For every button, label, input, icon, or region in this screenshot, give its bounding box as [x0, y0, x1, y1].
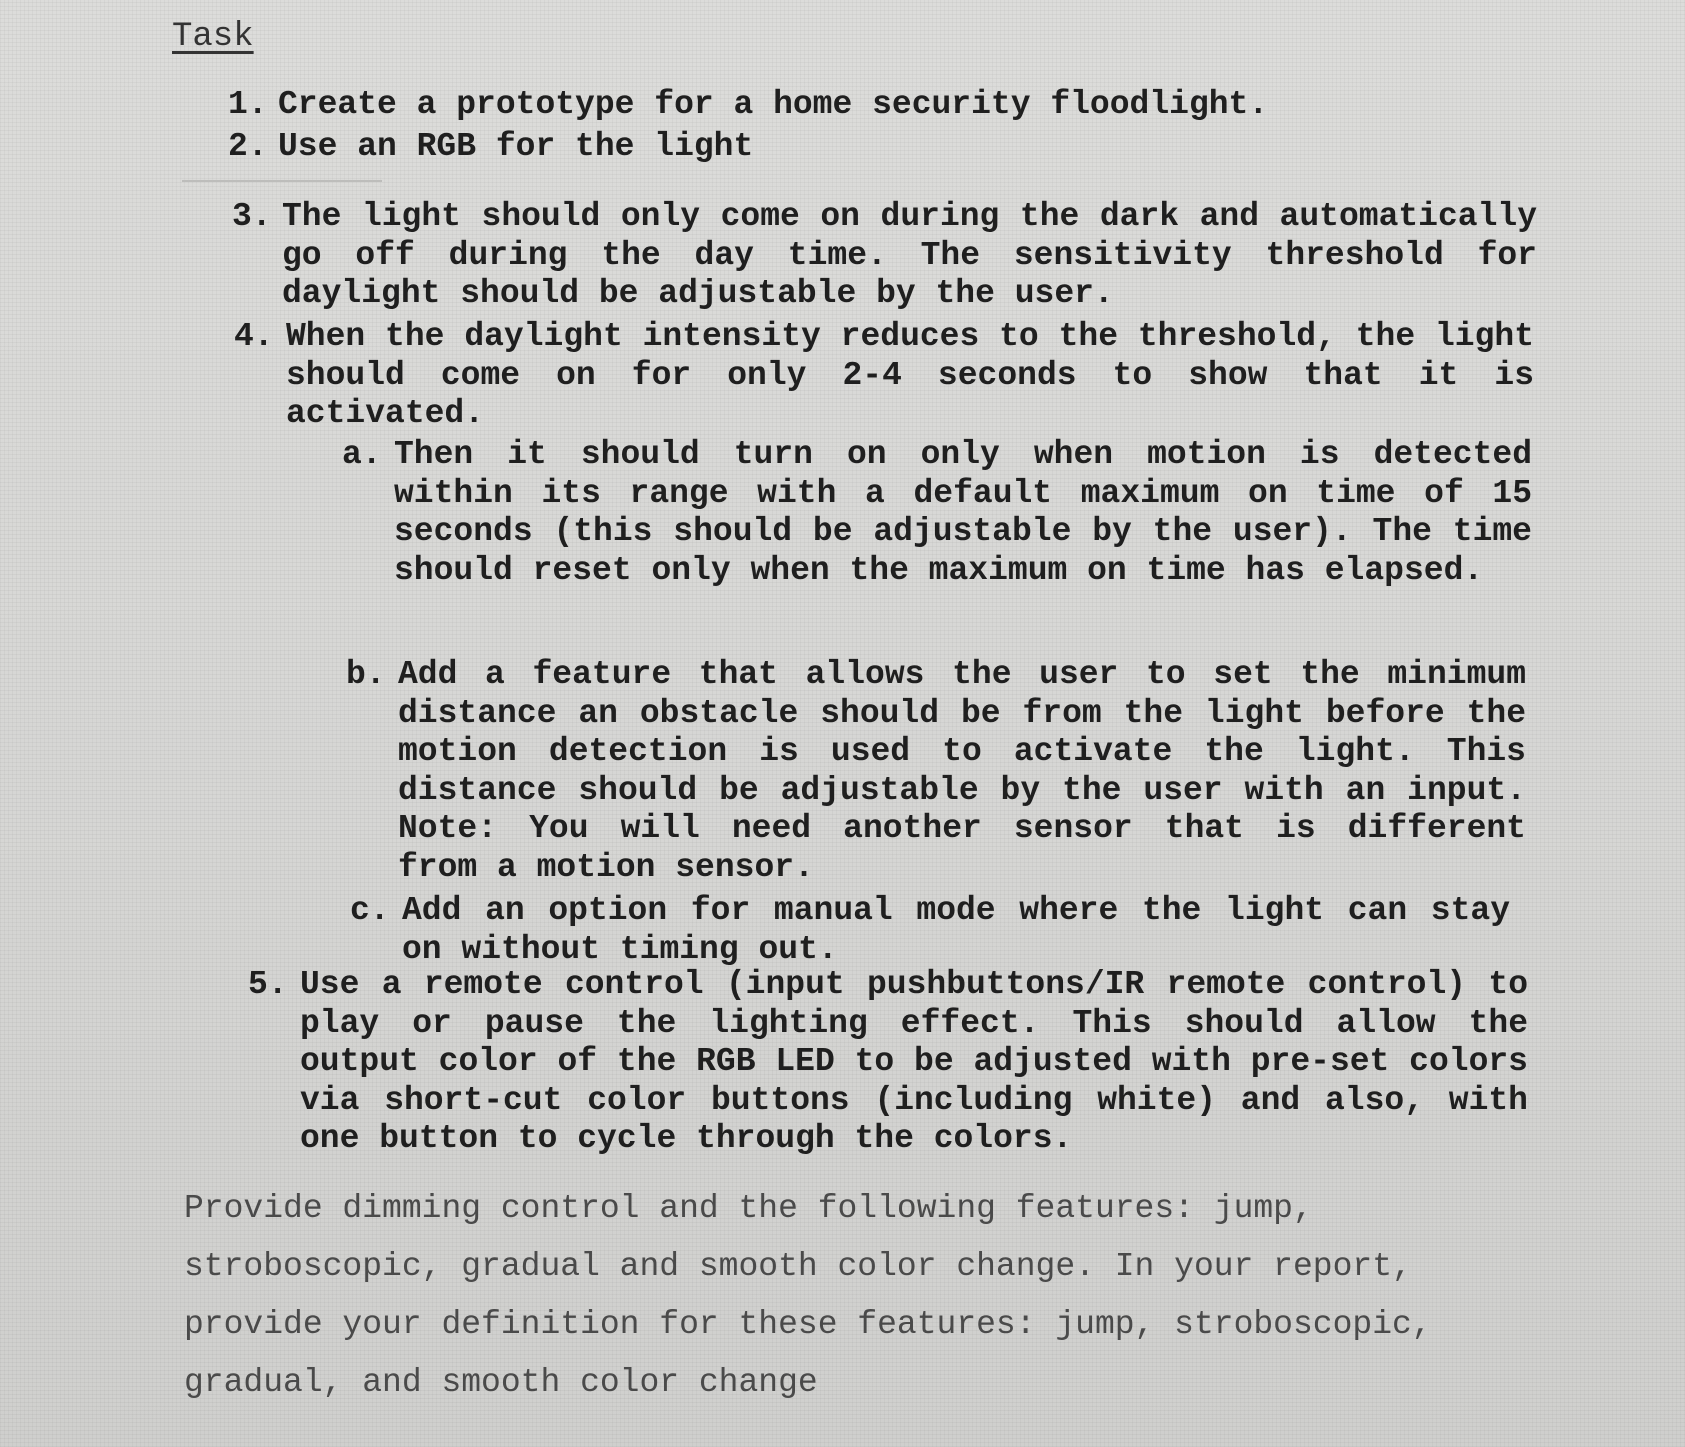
list-number: 5. [248, 966, 288, 1003]
list-number: 3. [232, 198, 272, 235]
list-number: 4. [234, 318, 274, 355]
page-title: Task [172, 18, 254, 56]
list-text: Create a prototype for a home security floodlight. [278, 86, 1269, 123]
divider-line [182, 180, 382, 182]
footer-paragraph: Provide dimming control and the following features: jump, stroboscopic, gradual and smooth color change. In your report, provide your definition for these features: jump, stroboscopic, gradual, and smooth color change [184, 1190, 1432, 1401]
list-letter: c. [350, 892, 390, 929]
list-number: 1. [228, 86, 268, 123]
list-item-2 [228, 128, 1428, 167]
list-item-5 [248, 966, 1528, 1159]
list-letter: a. [342, 436, 382, 473]
list-item-4c [350, 892, 1510, 969]
list-text: Add a feature that allows the user to set the minimum distance an obstacle should be from the light before the motion detection is used to activate the light. This distance should be adjustable by the user with an input. Note: You will need another sensor that is different from a motion sensor. [398, 656, 1526, 886]
list-text: Use a remote control (input pushbuttons/IR remote control) to play or pause the lighting effect. This should allow the output color of the RGB LED to be adjusted with pre-set colors via short-cut color buttons (including white) and also, with one button to cycle through the colors. [300, 966, 1528, 1157]
list-item-1 [228, 86, 1428, 125]
list-item-3 [232, 198, 1537, 314]
list-text: The light should only come on during the dark and automatically go off during the day time. The sensitivity threshold for daylight should be adjustable by the user. [282, 198, 1537, 312]
list-text: Add an option for manual mode where the light can stay on without timing out. [402, 892, 1510, 968]
list-item-4b [346, 656, 1526, 887]
list-letter: b. [346, 656, 386, 693]
list-text: Use an RGB for the light [278, 128, 754, 165]
list-item-4 [234, 318, 1534, 434]
list-text: When the daylight intensity reduces to the threshold, the light should come on for only 2-4 seconds to show that it is activated. [286, 318, 1534, 432]
list-number: 2. [228, 128, 268, 165]
list-text: Then it should turn on only when motion is detected within its range with a default maximum on time of 15 seconds (this should be adjustable by the user). The time should reset only when the maximum on time has elapsed. [394, 436, 1532, 589]
list-item-4a [342, 436, 1532, 590]
